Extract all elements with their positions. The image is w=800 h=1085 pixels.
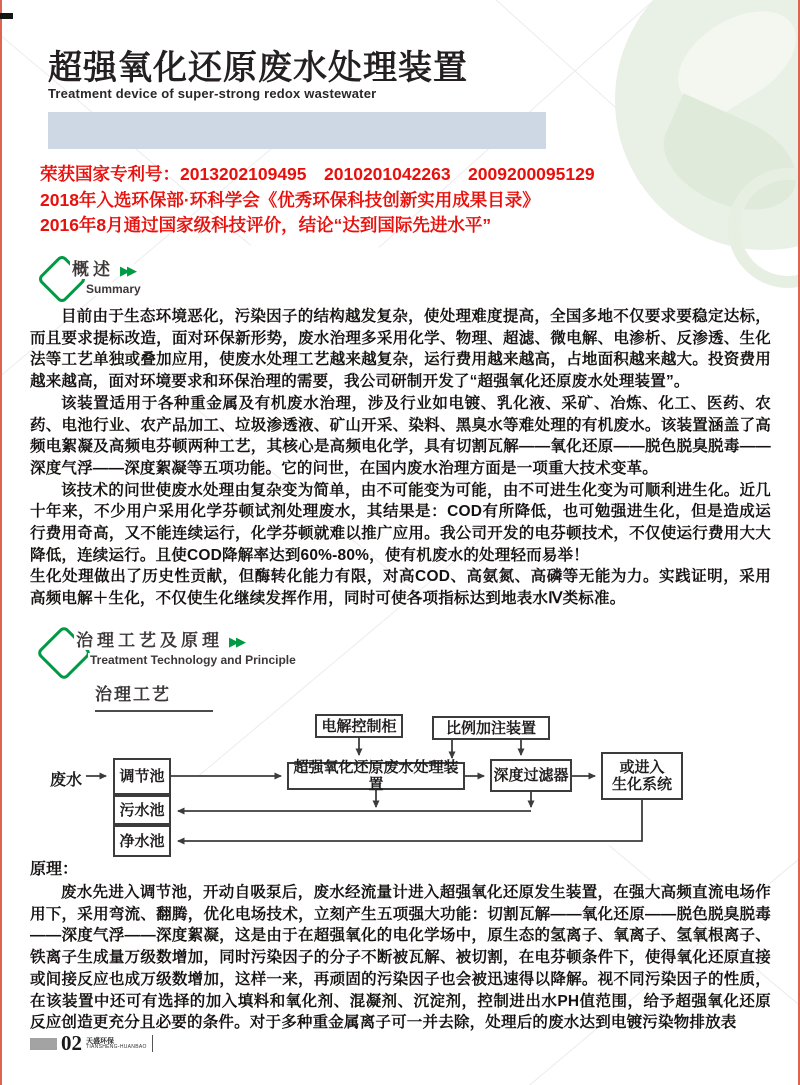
page-edge-line-left: [0, 0, 2, 1085]
flow-node-bio-system: [601, 752, 683, 800]
flow-node-main-device: 超强氧化还原废水处理装置: [287, 762, 465, 790]
honor-line-2016: 2016年8月通过国家级科技评价，结论“达到国际先进水平”: [40, 215, 492, 235]
process-flowchart: [0, 708, 800, 863]
honor-line-2018: 2018年入选环保部·环科学会《优秀环保科技创新实用成果目录》: [40, 189, 540, 210]
principle-paragraph: 废水先进入调节池，开动自吸泵后，废水经流量计进入超强氧化还原发生装置，在强大高频直流电场作用下，采用弯流、翻腾，优化电场技术，立刻产生五项强大功能：切割瓦解——氧化还原——脱色脱臭脱毒——深度气浮——深度絮凝，这是由于在超强氧化的电化学场中，原生态的氢离子、氧离子、氢氧根离子、铁离子生成量万级数增加，同时污染因子的分子不断被瓦解、被切割，在电芬顿条件下，使得氧化还原直接或间接反应也成万级数增加，这样一来，再顽固的污染因子也会被迅速得以降解。视不同污染因子的性质，在该装置中还可有选择的加入填料和氧化剂、混凝剂、沉淀剂，控制进出水PH值范围，给予超强氧化还原反应创造更充分且必要的条件。对于多种重金属离子可一并去除，处理后的废水达到电镀污染物排放表: [30, 884, 771, 1032]
paragraph: 生化处理做出了历史性贡献，但酶转化能力有限，对高COD、高氨氮、高磷等无能为力。实践证明，采用高频电解＋生化，不仅使生化继续发挥作用，同时可使各项指标达到地表水Ⅳ类标准。: [30, 568, 771, 608]
flow-node-regulating-tank: 调节池: [113, 758, 171, 795]
flow-input-label: 废水: [50, 772, 83, 789]
double-arrow-icon: ▶▶: [229, 634, 243, 649]
flow-node-dosing-device: 比例加注装置: [432, 716, 550, 740]
flow-node-clean-tank: 净水池: [113, 825, 171, 857]
summary-body: [30, 306, 771, 610]
flow-node-bio-line2: 生化系统: [611, 776, 672, 793]
patent-numbers-line: 荣获国家专利号：2013202109495 2010201042263 2009200095129: [40, 164, 595, 184]
flow-node-bio-line1: 或进入: [619, 759, 665, 776]
principle-block: [30, 856, 771, 1034]
section-title: 治理工艺及原理: [76, 631, 223, 650]
footer-block-icon: [30, 1038, 57, 1050]
page-subtitle: Treatment device of super-strong redox wastewater: [48, 86, 377, 101]
section-title-en: Treatment Technology and Principle: [90, 653, 296, 667]
brand-name-en: TIANSHENG-HUANBAO: [86, 1043, 147, 1050]
paragraph: 该技术的问世使废水处理由复杂变为简单，由不可能变为可能，由不可进生化变为可顺利进生化。近几十年来，不少用户采用化学芬顿试剂处理废水，其结果是：COD有所降低，也可勉强进生化，但是造成运行费用奇高，又不能连续运行，化学芬顿就难以推广应用。我公司开发的电芬顿技术，不仅使运行费用大大降低，连续运行。且使COD降解率达到60%-80%，使有机废水的处理轻而易举！: [30, 481, 771, 564]
image-placeholder-banner: [48, 112, 546, 149]
paragraph: 该装置适用于各种重金属及有机废水治理，涉及行业如电镀、乳化液、采矿、冶炼、化工、医药、农药、电池行业、农产品加工、垃圾渗透液、矿山开采、染料、黑臭水等难处理的有机废水。该装置涵盖了高频电絮凝及高频电芬顿两种工艺，其核心是高频电化学，具有切割瓦解——氧化还原——脱色脱臭脱毒——深度气浮——深度絮凝等五项功能。它的问世，在国内废水治理方面是一项重大技术变革。: [30, 394, 771, 477]
paragraph: 目前由于生态环境恶化，污染因子的结构越发复杂，使处理难度提高，全国多地不仅要求要稳定达标，而且要求提标改造，面对环保新形势，废水治理多采用化学、物理、超滤、微电解、电渗析、反渗透、生化法等工艺单独或叠加应用，使废水处理工艺越来越复杂，运行费用越来越高，占地面积越来越大。投资费用越来越高，面对环境要求和环保治理的需要，我公司研制开发了“超强氧化还原废水处理装置”。: [30, 308, 771, 391]
section-header-process: [44, 626, 298, 667]
honors-block: [40, 162, 770, 239]
brand-name: 天盛环保: [86, 1037, 114, 1045]
page-title: 超强氧化还原废水处理装置: [48, 49, 468, 87]
principle-label: 原理：: [30, 861, 79, 878]
flow-node-deep-filter: 深度过滤器: [490, 759, 572, 792]
flow-node-control-cabinet: 电解控制柜: [315, 714, 403, 738]
footer-divider: [152, 1035, 153, 1052]
page-footer: [30, 1031, 153, 1056]
section-title: 概述: [72, 260, 114, 279]
section-title-en: Summary: [86, 282, 141, 296]
page-number: 02: [61, 1031, 82, 1055]
section-header-summary: [44, 255, 143, 296]
print-mark: [0, 13, 13, 19]
flow-node-sewage-tank: 污水池: [113, 795, 171, 825]
double-arrow-icon: ▶▶: [120, 263, 134, 278]
subheading-process: 治理工艺: [95, 680, 213, 712]
